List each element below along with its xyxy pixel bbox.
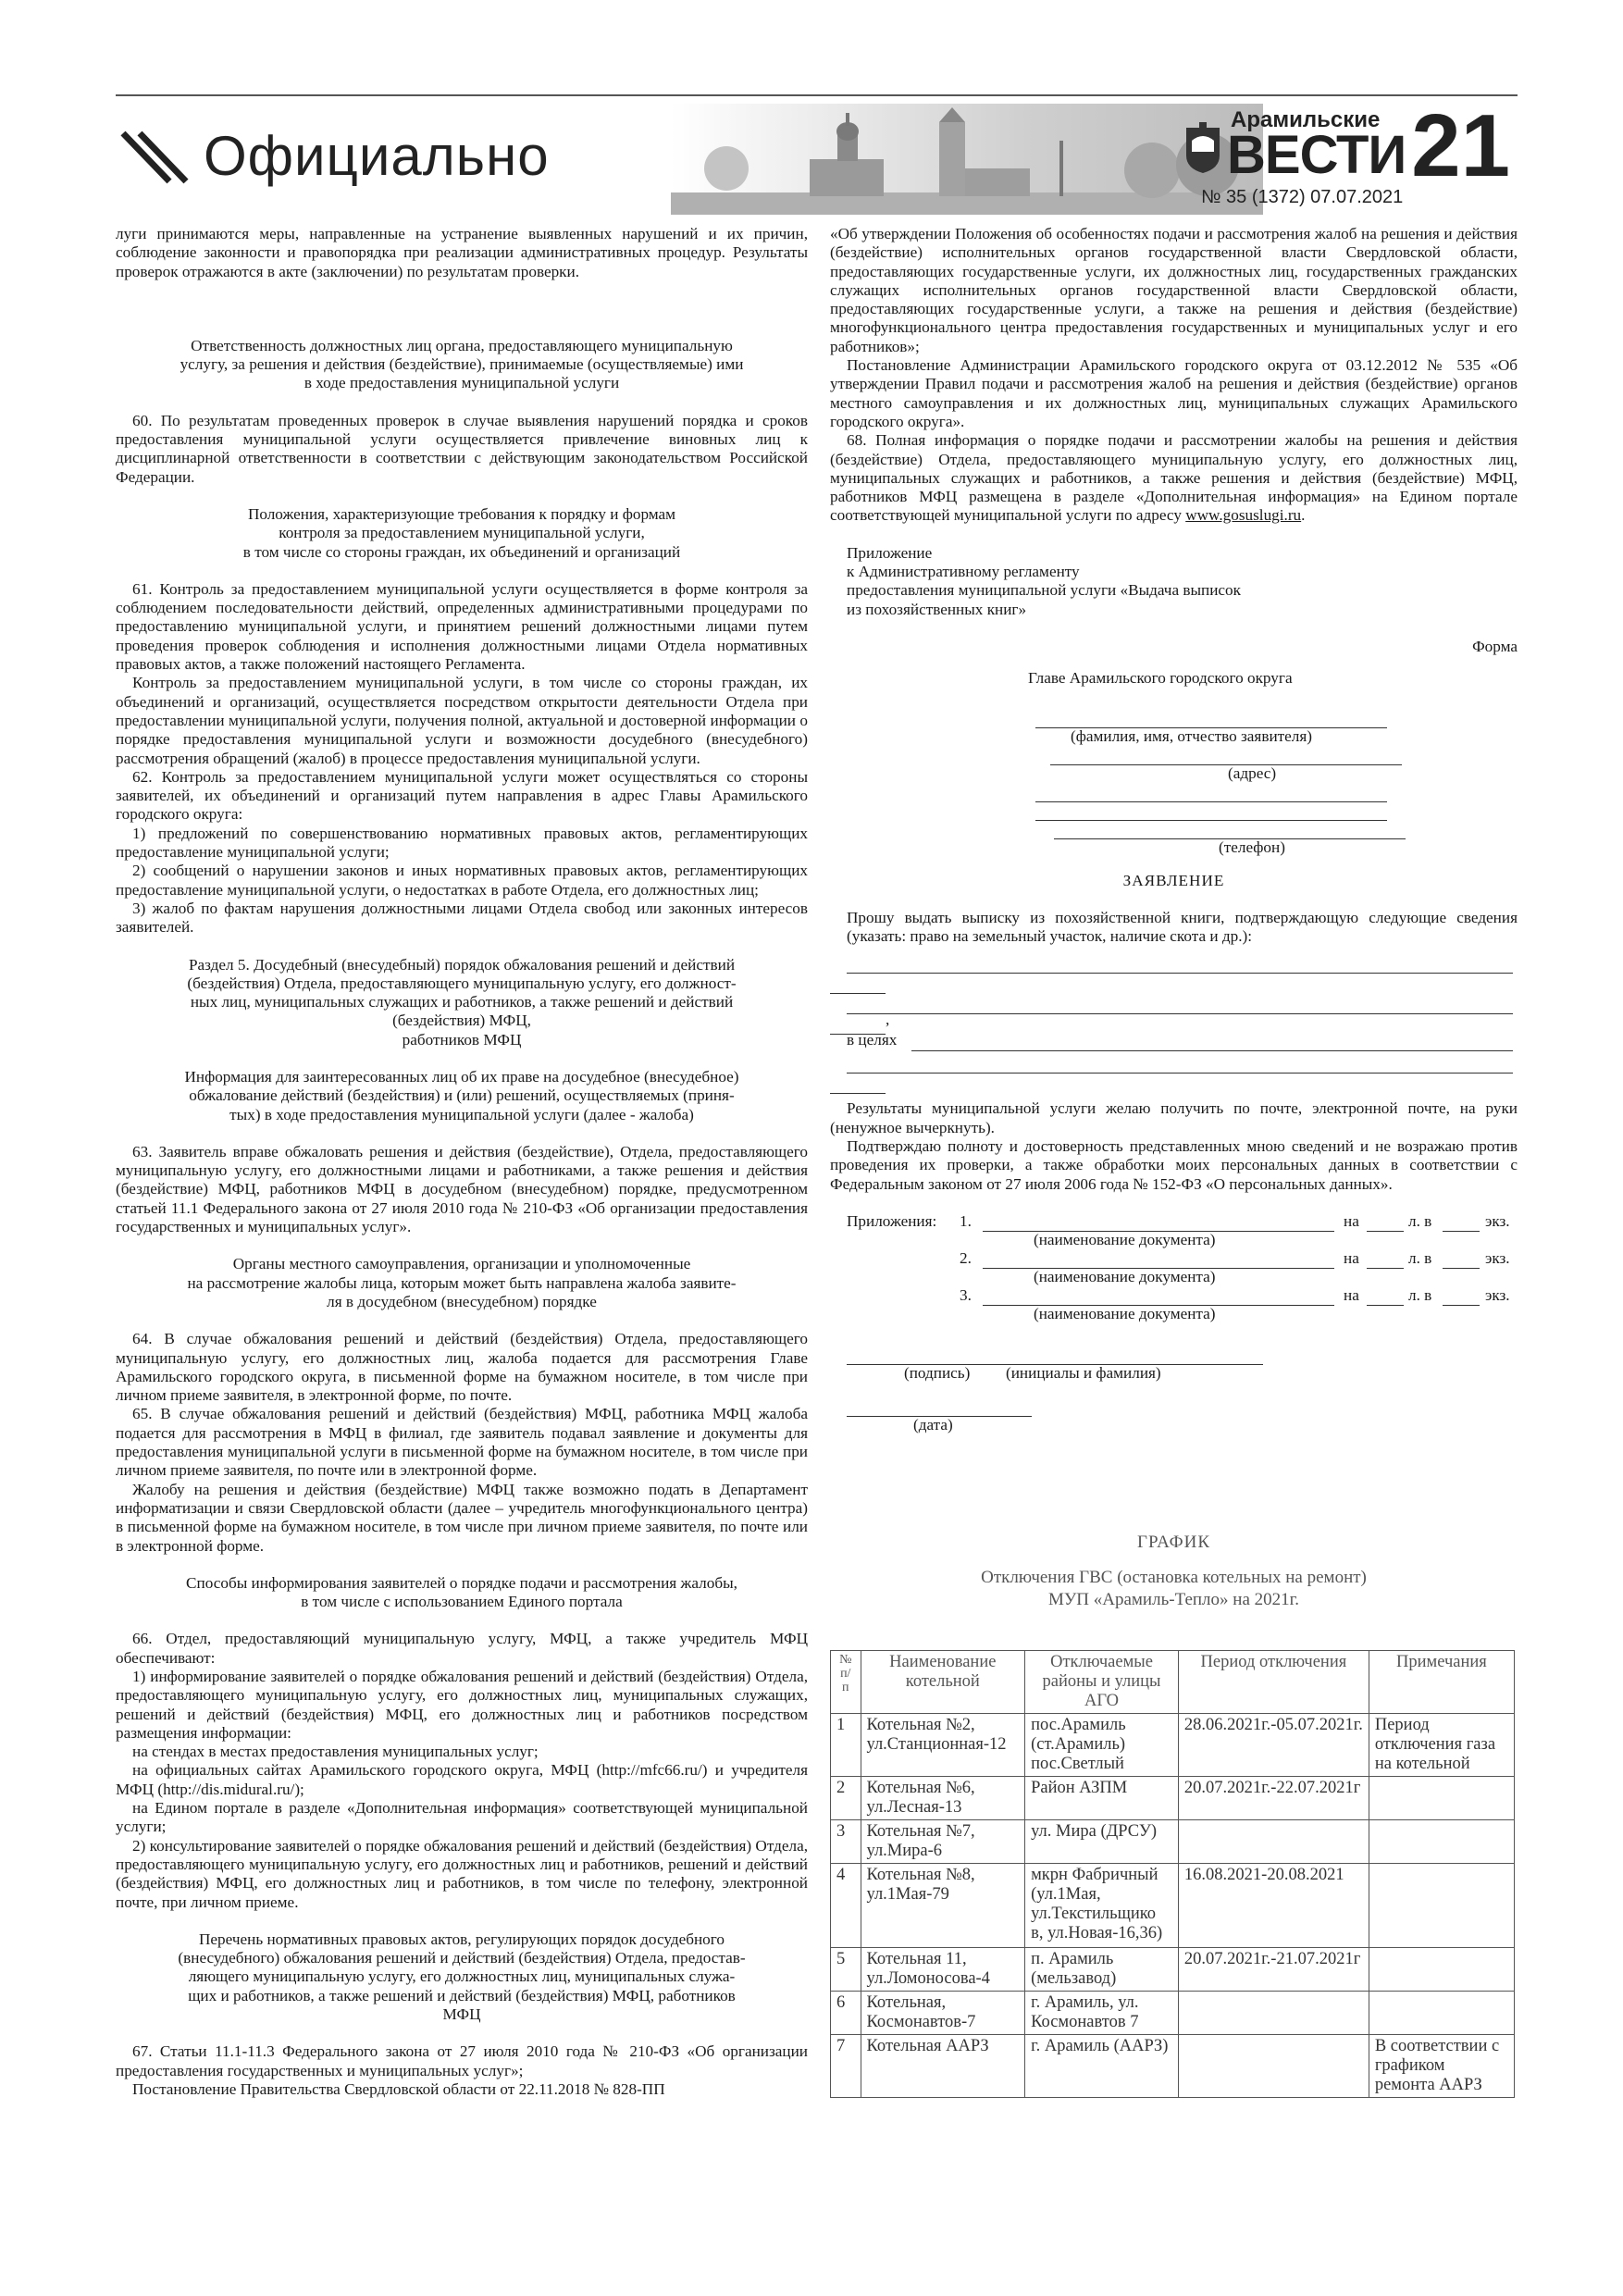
extra-input-line[interactable]	[1035, 801, 1387, 821]
subheading-line: ляющего муниципальную услугу, его должностных лиц, муниципальных служа-	[188, 1967, 736, 1986]
fio-caption: (фамилия, имя, отчество заявителя)	[1071, 726, 1313, 745]
paragraph-65: 65. В случае обжалования решений и действий (бездействия) МФЦ, работника МФЦ жалоба подается для рассмотрения в МФЦ в филиал, где заявитель подавал заявление и документы для предоставления муниципальной услуги в письменной форме на бумажном носителе, в том числе при личном приеме заявителя, по почте или в электронной форме.	[116, 1405, 808, 1480]
table-cell: 4	[831, 1864, 861, 1948]
attachments-block	[830, 1212, 1518, 1333]
table-cell: Котельная №6, ул.Лесная-13	[861, 1777, 1025, 1820]
table-cell: Котельная №2, ул.Станционная-12	[861, 1714, 1025, 1777]
subheading-line: контроля за предоставлением муниципальной услуги,	[279, 524, 645, 542]
column-header: Примечания	[1369, 1651, 1514, 1714]
schedule-table-body	[831, 1714, 1515, 2098]
table-row	[831, 1864, 1515, 1948]
subheading-line: работников МФЦ	[402, 1030, 522, 1049]
column-header: № п/ п	[831, 1651, 861, 1714]
annex-line: к Административному регламенту	[847, 563, 1080, 581]
paragraph: Контроль за предоставлением муниципальной услуги, в том числе со стороны граждан, их объединений и организаций, осуществляется посредством открытости деятельности Отдела при предоставлении муниципальной услуги, получения полной, актуальной и достоверной информации о порядке предоставления муниципальной услуги и возможности досудебного (внесудебного) рассмотрения обращений (жалоб) в процессе предоставления муниципальной услуги.	[116, 674, 808, 767]
confirm-text: Подтверждаю полноту и достоверность представленных мною сведений и не возражаю против проведения их проверки, а также обработки моих персональных данных в соответствии с Федеральным законом от 27 июля 2006 года № 152-ФЗ «О персональных данных».	[830, 1137, 1518, 1193]
list-item: 1) информирование заявителей о порядке обжалования решений и действий (бездействия) Отдела, предоставляющего муниципальную услугу, его должностных лиц, муниципальных служащих, решений и действий (бездействия) МФЦ, его должностных лиц и работников посредством размещения информации:	[116, 1668, 808, 1742]
results-text-content: Результаты муниципальной услуги желаю получить по почте, электронной почте, на руки (ненужное вычеркнуть).	[830, 1099, 1518, 1136]
subheading-line: Способы информирования заявителей о порядке подачи и рассмотрения жалобы,	[186, 1573, 737, 1592]
table-cell: 2	[831, 1777, 861, 1820]
paragraph-67: 67. Статьи 11.1-11.3 Федерального закона от 27 июля 2010 года № 210-ФЗ «Об организации предоставления государственных и муниципальных услуг»;	[116, 2042, 808, 2079]
subheading-line: ля в досудебном (внесудебном) порядке	[327, 1292, 597, 1310]
table-cell: Район АЗПМ	[1025, 1777, 1179, 1820]
table-cell: 3	[831, 1820, 861, 1864]
subheading	[116, 505, 808, 562]
subheading-line: (бездействия) Отдела, предоставляющего муниципальную услугу, его должност-	[187, 974, 737, 992]
table-cell	[1178, 1820, 1369, 1864]
table-row	[831, 1948, 1515, 1992]
paragraph: Постановление Администрации Арамильского городского округа от 03.12.2012 № 535 «Об утверждении Правил подачи и рассмотрения жалоб на решения и действия (бездействие) органов местного самоуправления и их должностных лиц, муниципальных служащих Арамильского городского округа».	[830, 356, 1518, 430]
details-lines	[830, 953, 1518, 1092]
table-cell: Период отключения газа на котельной	[1369, 1714, 1514, 1777]
list-item: на Едином портале в разделе «Дополнительная информация» соответствующей муниципальной услуги;	[116, 1799, 808, 1836]
table-cell: г. Арамиль, ул. Космонавтов 7	[1025, 1992, 1179, 2035]
table-cell	[1369, 1777, 1514, 1820]
paragraph-63: 63. Заявитель вправе обжаловать решения и действия (бездействие), Отдела, предоставляющего муниципальную услугу, его должностными лицами и работниками, а также решения и действия (бездействие) МФЦ, работников МФЦ в досудебном (внесудебном) порядке, предусмотренном статьей 11.1 Федерального закона от 27 июля 2010 года № 210-ФЗ «Об организации предоставления государственных и муниципальных услуг».	[116, 1142, 808, 1236]
attach-doc-input[interactable]	[983, 1212, 1334, 1232]
signature-input-line[interactable]	[847, 1346, 1263, 1365]
city-emblem-icon	[1184, 120, 1221, 174]
table-cell: 6	[831, 1992, 861, 2035]
table-cell	[1369, 1820, 1514, 1864]
address-caption: (адрес)	[1228, 763, 1277, 782]
issue-number-date: № 35 (1372) 07.07.2021	[1201, 187, 1404, 207]
doc-name-caption: (наименование документа)	[1034, 1304, 1216, 1322]
purpose-input-line[interactable]	[847, 1053, 1513, 1073]
gosuslugi-link[interactable]: www.gosuslugi.ru	[1185, 506, 1302, 525]
applicant-fields	[830, 709, 1518, 866]
newspaper-logo	[1166, 96, 1518, 213]
table-cell	[1369, 1864, 1514, 1948]
table-cell: Котельная №8, ул.1Мая-79	[861, 1864, 1025, 1948]
table-row	[831, 1714, 1515, 1777]
attach-copies: экз.	[1485, 1248, 1510, 1267]
attach-on: на	[1344, 1248, 1359, 1267]
attach-copies-input[interactable]	[1443, 1249, 1480, 1269]
section-heading	[116, 956, 808, 1049]
page-header	[116, 94, 1518, 217]
schedule-title: ГРАФИК	[1136, 1533, 1211, 1552]
subheading-line: МФЦ	[442, 2005, 481, 2024]
table-cell: 7	[831, 2035, 861, 2098]
attach-index: 3.	[960, 1285, 972, 1304]
schedule-subtitle: Отключения ГВС (остановка котельных на ремонт)	[981, 1568, 1367, 1587]
section-slashes-icon	[116, 124, 190, 189]
table-cell: пос.Арамиль (ст.Арамиль) пос.Светлый	[1025, 1714, 1179, 1777]
list-item: 2) консультирование заявителей о порядке обжалования решений и действий (бездействия) Отдела, предоставляющего муниципальную услугу, его должностных лиц и работников, решений и действий (бездействия) МФЦ, его должностных лиц и работников, в том числе по телефону, электронной почте, при личном приеме.	[116, 1836, 808, 1911]
paragraph-64: 64. В случае обжалования решений и действий (бездействия) Отдела, предоставляющего муниципальную услугу, его должностных лиц, жалоба подается для рассмотрения Главе Арамильского городского округа, в письменной форме на бумажном носителе, в том числе при личном приеме заявителя, в электронной форме, по почте.	[116, 1330, 808, 1405]
annex-line: из похозяйственных книг»	[847, 600, 1027, 618]
subheading-line: (внесудебного) обжалования решений и действий (бездействия) Отдела, предостав-	[178, 1949, 746, 1967]
signature-block	[830, 1346, 1518, 1438]
date-input-line[interactable]	[847, 1397, 1032, 1417]
schedule-block	[830, 1532, 1518, 2098]
fio-input-line[interactable]	[1035, 709, 1387, 728]
subheading-line: в том числе с использованием Единого портала	[301, 1593, 623, 1611]
table-cell: В соответствии с графиком ремонта ААРЗ	[1369, 2035, 1514, 2098]
attach-copies: экз.	[1485, 1211, 1510, 1230]
table-cell: 5	[831, 1948, 861, 1992]
subheading-line: Органы местного самоуправления, организации и уполномоченные	[232, 1255, 691, 1273]
list-item: 2) сообщений о нарушении законов и иных нормативных правовых актов, регламентирующих предоставление муниципальной услуги, о недостатках в работе Отдела, его должностных лиц;	[116, 862, 808, 899]
paragraph-68: 68. Полная информация о порядке подачи и рассмотрении жалобы на решения и действия (бездействие) Отдела, предоставляющего муниципальную услугу, его должностных лиц, муниципальных служащих и работников, а также решения и действия (бездействие) МФЦ, работников МФЦ размещена в разделе «Дополнительная информация» на Едином портале соответствующей муниципальной услуги по адресу www.gosuslugi.ru.	[830, 431, 1518, 525]
list-item: 3) жалоб по фактам нарушения должностными лицами Отдела свобод или законных интересов заявителей.	[116, 899, 808, 937]
phone-caption: (телефон)	[1219, 838, 1285, 856]
attach-pages-input[interactable]	[1367, 1249, 1404, 1269]
subheading-line: в том числе со стороны граждан, их объединений и организаций	[242, 542, 681, 561]
table-cell: Котельная ААРЗ	[861, 2035, 1025, 2098]
paper-name-top: Арамильские	[1231, 107, 1381, 132]
subheading-line: Ответственность должностных лиц органа, предоставляющего муниципальную	[191, 336, 733, 354]
subheading	[116, 337, 808, 393]
statement-title: ЗАЯВЛЕНИЕ	[1122, 871, 1225, 889]
form-label: Форма	[1472, 637, 1518, 655]
attachments-label: Приложения:	[847, 1211, 937, 1230]
purpose-input-line[interactable]	[830, 1074, 886, 1093]
table-row	[831, 2035, 1515, 2098]
table-cell: ул. Мира (ДРСУ)	[1025, 1820, 1179, 1864]
table-cell: г. Арамиль (ААРЗ)	[1025, 2035, 1179, 2098]
subheading-line: тых) в ходе предоставления муниципальной услуги (далее - жалоба)	[229, 1105, 694, 1123]
subheading	[116, 1930, 808, 2024]
initials-caption: (инициалы и фамилия)	[1006, 1363, 1161, 1382]
paragraph: «Об утверждении Положения об особенностях подачи и рассмотрения жалоб на решения и действия (бездействие) исполнительных органов государственной власти Свердловской области, предоставляющих государственные услуги, их должностных лиц, государственных гражданских служащих исполнительных органов государственной власти Свердловской области, предоставляющих государственные услуги, а также на решения и действия (бездействие) многофункционального центра предоставления государственных и муниципальных услуг и его работников»;	[830, 225, 1518, 355]
attach-on: на	[1344, 1285, 1359, 1304]
attach-index: 1.	[960, 1211, 972, 1230]
table-cell: 16.08.2021-20.08.2021	[1178, 1864, 1369, 1948]
left-column	[116, 225, 808, 2099]
address-input-line[interactable]	[1050, 746, 1402, 765]
paragraph: Постановление Правительства Свердловской области от 22.11.2018 № 828-ПП	[132, 2079, 665, 2098]
column-header: Период отключения	[1178, 1651, 1369, 1714]
attach-doc-input[interactable]	[983, 1249, 1334, 1269]
results-text	[830, 1099, 1518, 1137]
subheading-line: Положения, характеризующие требования к порядку и формам	[247, 504, 676, 523]
table-row	[831, 1777, 1515, 1820]
annex-line: Приложение	[847, 543, 933, 562]
subheading-line: (бездействия) МФЦ,	[392, 1011, 531, 1030]
subheading-line: Перечень нормативных правовых актов, регулирующих порядок досудебного	[199, 1930, 725, 1948]
comma: ,	[886, 1011, 890, 1029]
list-item: 1) предложений по совершенствованию нормативных правовых актов, регламентирующих предоставление муниципальной услуги;	[116, 824, 808, 862]
section-title: Официально	[204, 125, 550, 187]
paragraph: Жалобу на решения и действия (бездействие) МФЦ также возможно подать в Департамент информатизации и связи Свердловской области (далее – учредитель многофункционального центра) в письменной форме на бумажном носителе, в том числе при личном приеме заявителя, по почте или в электронной форме.	[116, 1480, 808, 1555]
purpose-label: в целях	[847, 1031, 898, 1049]
request-text: Прошу выдать выписку из похозяйственной книги, подтверждающую следующие сведения (указать: право на земельный участок, наличие скота и др.):	[847, 908, 1518, 946]
subheading-line: в ходе предоставления муниципальной услуги	[304, 374, 620, 392]
annex-header	[847, 544, 1518, 619]
subheading	[116, 1255, 808, 1311]
table-cell	[1178, 2035, 1369, 2098]
table-cell: мкрн Фабричный (ул.1Мая, ул.Текстильщико в, ул.Новая-16,36)	[1025, 1864, 1179, 1948]
details-input-line[interactable]	[847, 994, 1513, 1013]
attach-l-v: л. в	[1408, 1248, 1432, 1267]
table-cell: Котельная, Космонавтов-7	[861, 1992, 1025, 2035]
attach-on: на	[1344, 1211, 1359, 1230]
paragraph-60: 60. По результатам проведенных проверок в случае выявления нарушений порядка и сроков предоставления муниципальной услуги осуществляется привлечение виновных лиц к дисциплинарной ответственности в соответствии с действующим законодательством Российской Федерации.	[116, 411, 808, 486]
details-input-line[interactable]	[830, 974, 886, 993]
subheading-line: Информация для заинтересованных лиц об их праве на досудебное (внесудебное)	[184, 1067, 739, 1086]
right-column	[830, 225, 1518, 1438]
subheading	[116, 1574, 808, 1612]
attach-copies-input[interactable]	[1443, 1286, 1480, 1306]
doc-name-caption: (наименование документа)	[1034, 1230, 1216, 1248]
details-input-line[interactable]	[847, 953, 1513, 973]
to-head-of-district: Главе Арамильского городского округа	[1028, 669, 1293, 688]
extra-input-line[interactable]	[1035, 783, 1387, 802]
paragraph-66: 66. Отдел, предоставляющий муниципальную услугу, МФЦ, а также учредитель МФЦ обеспечивают:	[116, 1630, 808, 1667]
column-header: Наименование котельной	[861, 1651, 1025, 1714]
subheading-line: услугу, за решения и действия (бездействие), принимаемые (осуществляемые) ими	[180, 355, 744, 374]
paragraph-68-text: 68. Полная информация о порядке подачи и рассмотрении жалобы на решения и действия (бездействие) Отдела, предоставляющего муниципальную услугу, его должностных лиц, муниципальных служащих и работников, а также решения и действия (бездействие) МФЦ, работников МФЦ размещена в разделе «Дополнительная информация» на Едином портале соответствующей муниципальной услуги по адресу	[830, 431, 1518, 525]
attach-l-v: л. в	[1408, 1211, 1432, 1230]
column-header: Отключаемые районы и улицы АГО	[1025, 1651, 1179, 1714]
table-row	[831, 1992, 1515, 2035]
attach-l-v: л. в	[1408, 1285, 1432, 1304]
subheading-line: Раздел 5. Досудебный (внесудебный) порядок обжалования решений и действий	[188, 955, 736, 974]
table-cell: 20.07.2021г.-22.07.2021г	[1178, 1777, 1369, 1820]
table-header-row	[831, 1651, 1515, 1714]
page-number: 21	[1411, 96, 1510, 195]
subheading	[116, 1068, 808, 1124]
attach-pages-input[interactable]	[1367, 1286, 1404, 1306]
attach-doc-input[interactable]	[983, 1286, 1334, 1306]
paragraph-61: 61. Контроль за предоставлением муниципальной услуги осуществляется в форме контроля за соблюдением последовательности действий, определенных административными процедурами по предоставлению муниципальной услуги, и принятием решений должностными лицами путем проведения проверок соблюдения и исполнения должностными лицами Отдела нормативных правовых актов, а также положений настоящего Регламента.	[116, 579, 808, 674]
attach-copies-input[interactable]	[1443, 1212, 1480, 1232]
paragraph: луги принимаются меры, направленные на устранение выявленных нарушений и их причин, соблюдение законности и правопорядка при реализации административных процедур. Результаты проверок отражаются в акте (заключении) по результатам проверки.	[116, 225, 808, 280]
subheading-line: на рассмотрение жалобы лица, которым может быть направлена жалоба заявите-	[187, 1273, 737, 1292]
attach-copies: экз.	[1485, 1285, 1510, 1304]
subheading-line: обжалование действий (бездействия) и (или) решений, осуществляемых (приня-	[189, 1086, 735, 1105]
attach-pages-input[interactable]	[1367, 1212, 1404, 1232]
date-caption: (дата)	[913, 1415, 953, 1433]
table-cell	[1178, 1992, 1369, 2035]
table-cell	[1369, 1948, 1514, 1992]
table-cell: Котельная 11, ул.Ломоносова-4	[861, 1948, 1025, 1992]
table-cell: Котельная №7, ул.Мира-6	[861, 1820, 1025, 1864]
table-row	[831, 1820, 1515, 1864]
signature-caption: (подпись)	[904, 1363, 971, 1382]
attach-index: 2.	[960, 1248, 972, 1267]
list-item: на официальных сайтах Арамильского городского округа, МФЦ (http://mfc66.ru/) и учредителя МФЦ (http://dis.midural.ru/);	[116, 1761, 808, 1798]
paragraph-62: 62. Контроль за предоставлением муниципальной услуги может осуществляться со стороны заявителей, их объединений и организаций путем направления в адрес Главы Арамильского городского округа:	[116, 767, 808, 824]
subheading-line: щих и работников, а также решений и действий (бездействия) МФЦ, работников	[188, 1986, 736, 2004]
table-cell: 20.07.2021г.-21.07.2021г	[1178, 1948, 1369, 1992]
table-cell: п. Арамиль (мельзавод)	[1025, 1948, 1179, 1992]
schedule-table	[830, 1650, 1515, 2098]
phone-input-line[interactable]	[1054, 820, 1406, 839]
annex-line: предоставления муниципальной услуги «Выдача выписок	[847, 581, 1242, 600]
purpose-input-line[interactable]	[911, 1031, 1513, 1050]
table-cell: 1	[831, 1714, 861, 1777]
table-cell: 28.06.2021г.-05.07.2021г.	[1178, 1714, 1369, 1777]
table-cell	[1369, 1992, 1514, 2035]
subheading-line: ных лиц, муниципальных служащих и работников, а также решений и действий	[190, 993, 734, 1011]
schedule-subtitle: МУП «Арамиль-Тепло» на 2021г.	[1047, 1590, 1300, 1609]
doc-name-caption: (наименование документа)	[1034, 1267, 1216, 1285]
paper-name-main: ВЕСТИ	[1227, 125, 1406, 185]
list-item: на стендах в местах предоставления муниципальных услуг;	[132, 1743, 539, 1761]
